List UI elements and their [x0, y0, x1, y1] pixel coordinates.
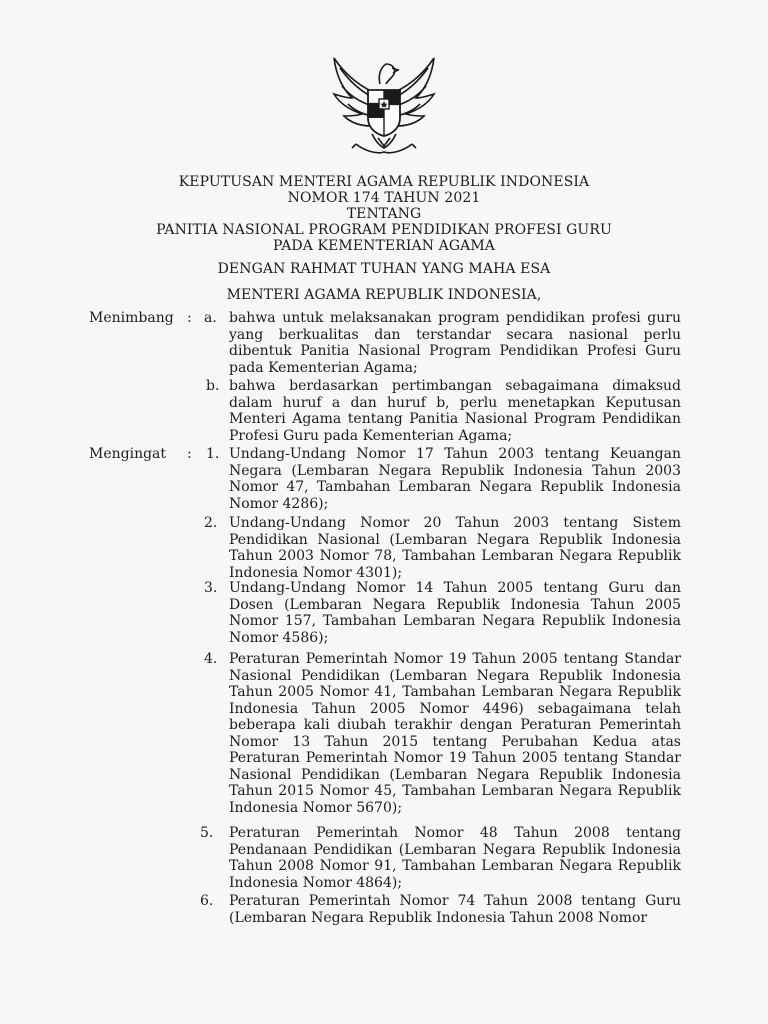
issuer-line: MENTERI AGAMA REPUBLIK INDONESIA,: [226, 287, 542, 303]
list-marker: 4.: [204, 651, 218, 667]
list-marker: 3.: [204, 580, 218, 596]
list-item-text: Peraturan Pemerintah Nomor 74 Tahun 2008 tentang Guru (Lembaran Negara Republik Indonesia Tahun 2008 Nomor: [229, 893, 681, 926]
menimbang-label: Menimbang: [89, 310, 174, 326]
list-marker: 2.: [204, 515, 218, 531]
decree-header: [0, 174, 768, 254]
mengingat-label: Mengingat: [89, 446, 167, 462]
decree-subject-line1: PANITIA NASIONAL PROGRAM PENDIDIKAN PROFESI GURU: [156, 222, 612, 238]
list-marker: b.: [206, 378, 220, 394]
list-item-text: bahwa berdasarkan pertimbangan sebagaimana dimaksud dalam huruf a dan huruf b, perlu menetapkan Keputusan Menteri Agama tentang Panitia Nasional Program Pendidikan Profesi Guru pada Kementerian Agama;: [229, 378, 681, 444]
decree-number: NOMOR 174 TAHUN 2021: [287, 190, 481, 206]
list-item-text: Undang-Undang Nomor 14 Tahun 2005 tentang Guru dan Dosen (Lembaran Negara Republik Indonesia Tahun 2005 Nomor 157, Tambahan Lembaran Negara Republik Indonesia Nomor 4586);: [229, 580, 681, 646]
list-item-text: Peraturan Pemerintah Nomor 48 Tahun 2008 tentang Pendanaan Pendidikan (Lembaran Negara Republik Indonesia Tahun 2008 Nomor 91, Tambahan Lembaran Negara Republik Indonesia Nomor 4864);: [229, 825, 681, 891]
list-marker: a.: [204, 310, 217, 326]
list-marker: 6.: [200, 893, 214, 909]
list-item-text: bahwa untuk melaksanakan program pendidikan profesi guru yang berkualitas dan terstandar secara nasional perlu dibentuk Panitia Nasional Program Pendidikan Profesi Guru pada Kementerian Agama;: [229, 310, 681, 376]
decree-title: KEPUTUSAN MENTERI AGAMA REPUBLIK INDONESIA: [178, 174, 590, 190]
decree-subject-line2: PADA KEMENTERIAN AGAMA: [272, 238, 495, 254]
menimbang-colon: :: [187, 310, 192, 326]
list-item-text: Undang-Undang Nomor 17 Tahun 2003 tentang Keuangan Negara (Lembaran Negara Republik Indonesia Tahun 2003 Nomor 47, Tambahan Lembaran Negara Republik Indonesia Nomor 4286);: [229, 446, 681, 512]
list-marker: 1.: [206, 446, 220, 462]
garuda-pancasila-emblem: [322, 48, 446, 160]
list-item-text: Undang-Undang Nomor 20 Tahun 2003 tentang Sistem Pendidikan Nasional (Lembaran Negara Republik Indonesia Tahun 2003 Nomor 78, Tambahan Lembaran Negara Republik Indonesia Nomor 4301);: [229, 515, 681, 581]
mengingat-colon: :: [187, 446, 192, 462]
list-marker: 5.: [200, 825, 214, 841]
blessing-line: DENGAN RAHMAT TUHAN YANG MAHA ESA: [217, 261, 551, 277]
list-item-text: Peraturan Pemerintah Nomor 19 Tahun 2005 tentang Standar Nasional Pendidikan (Lembaran Negara Republik Indonesia Tahun 2005 Nomor 41, Tambahan Lembaran Negara Republik Indonesia Tahun 2005 Nomor 4496) sebagaimana telah beberapa kali diubah terakhir dengan Peraturan Pemerintah Nomor 13 Tahun 2015 tentang Perubahan Kedua atas Peraturan Pemerintah Nomor 19 Tahun 2005 tentang Standar Nasional Pendidikan (Lembaran Negara Republik Indonesia Tahun 2015 Nomor 45, Tambahan Lembaran Negara Republik Indonesia Nomor 5670);: [229, 651, 681, 816]
decree-tentang: TENTANG: [346, 206, 422, 222]
